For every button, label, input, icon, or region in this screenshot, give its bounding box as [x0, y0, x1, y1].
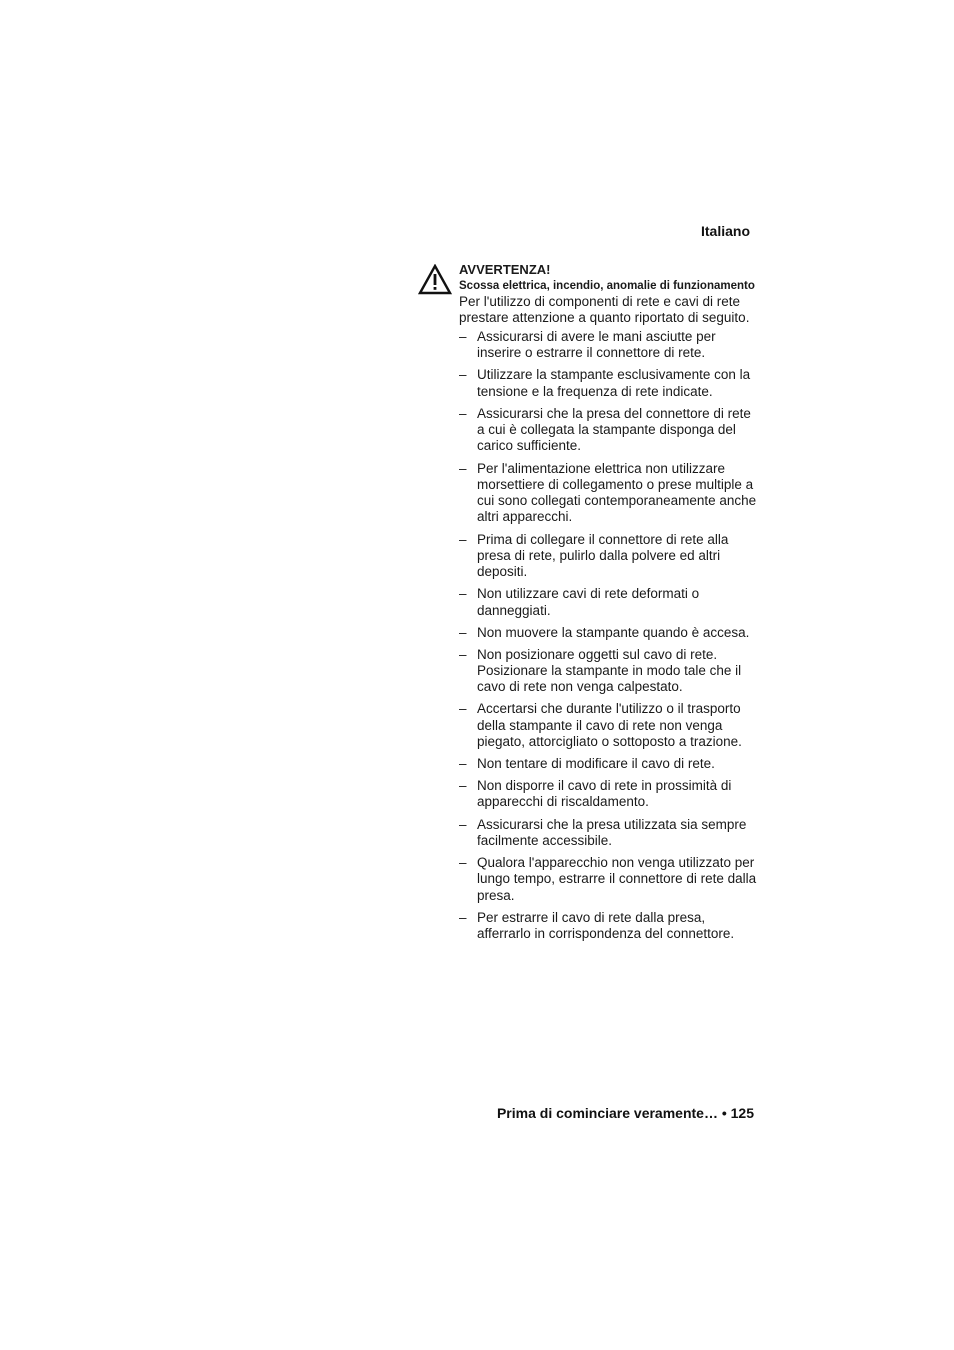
list-item-text: Assicurarsi che la presa del connettore di rete a cui è collegata la stampante disponga del carico sufficiente.	[477, 405, 751, 454]
dash-bullet: –	[459, 531, 467, 547]
dash-bullet: –	[459, 854, 467, 870]
list-item-text: Non posizionare oggetti sul cavo di rete. Posizionare la stampante in modo tale che il cavo di rete non venga calpestato.	[477, 646, 742, 695]
warning-intro: Per l'utilizzo di componenti di rete e cavi di rete prestare attenzione a quanto riportato di seguito.	[459, 293, 750, 325]
dash-bullet: –	[459, 816, 467, 832]
list-item	[459, 647, 759, 696]
warning-block	[459, 262, 759, 948]
list-item-text: Assicurarsi che la presa utilizzata sia sempre facilmente accessibile.	[477, 816, 747, 848]
dash-bullet: –	[459, 624, 467, 640]
warning-item-list	[459, 329, 759, 942]
list-item-text: Prima di collegare il connettore di rete alla presa di rete, pulirlo dalla polvere ed altri depositi.	[477, 531, 729, 580]
dash-bullet: –	[459, 756, 467, 772]
page-footer: Prima di cominciare veramente… • 125	[496, 1105, 754, 1121]
dash-bullet: –	[459, 367, 467, 383]
dash-bullet: –	[459, 329, 467, 345]
list-item-text: Non muovere la stampante quando è accesa.	[477, 624, 750, 640]
list-item-text: Non disporre il cavo di rete in prossimità di apparecchi di riscaldamento.	[477, 778, 732, 810]
list-item	[459, 532, 759, 581]
list-item	[459, 817, 759, 850]
list-item-text: Non utilizzare cavi di rete deformati o danneggiati.	[477, 586, 700, 618]
list-item	[459, 329, 759, 362]
dash-bullet: –	[459, 460, 467, 476]
list-item	[459, 778, 759, 811]
list-item	[459, 756, 759, 772]
dash-bullet: –	[459, 909, 467, 925]
warning-triangle-icon	[418, 264, 452, 296]
list-item	[459, 586, 759, 619]
list-item	[459, 855, 759, 904]
list-item	[459, 625, 759, 641]
dash-bullet: –	[459, 701, 467, 717]
warning-title: AVVERTENZA!	[459, 262, 551, 277]
list-item	[459, 367, 759, 400]
list-item	[459, 461, 759, 526]
list-item-text: Per estrarre il cavo di rete dalla presa, afferrarlo in corrispondenza del connettore.	[477, 909, 735, 941]
list-item-text: Qualora l'apparecchio non venga utilizzato per lungo tempo, estrarre il connettore di rete dalla presa.	[477, 854, 757, 903]
dash-bullet: –	[459, 646, 467, 662]
list-item	[459, 406, 759, 455]
list-item	[459, 910, 759, 943]
dash-bullet: –	[459, 778, 467, 794]
list-item-text: Assicurarsi di avere le mani asciutte per inserire o estrarre il connettore di rete.	[477, 329, 716, 361]
dash-bullet: –	[459, 586, 467, 602]
dash-bullet: –	[459, 405, 467, 421]
page-language-header: Italiano	[700, 223, 750, 239]
list-item-text: Per l'alimentazione elettrica non utilizzare morsettiere di collegamento o prese multiple a cui sono collegati contemporaneamente anche altri apparecchi.	[477, 460, 757, 525]
warning-subtitle: Scossa elettrica, incendio, anomalie di funzionamento	[459, 280, 755, 292]
list-item-text: Accertarsi che durante l'utilizzo o il trasporto della stampante il cavo di rete non venga piegato, attorcigliato o sottoposto a trazione.	[477, 701, 742, 749]
list-item	[459, 701, 759, 750]
list-item-text: Non tentare di modificare il cavo di rete.	[477, 756, 715, 772]
list-item-text: Utilizzare la stampante esclusivamente con la tensione e la frequenza di rete indicate.	[477, 367, 751, 399]
